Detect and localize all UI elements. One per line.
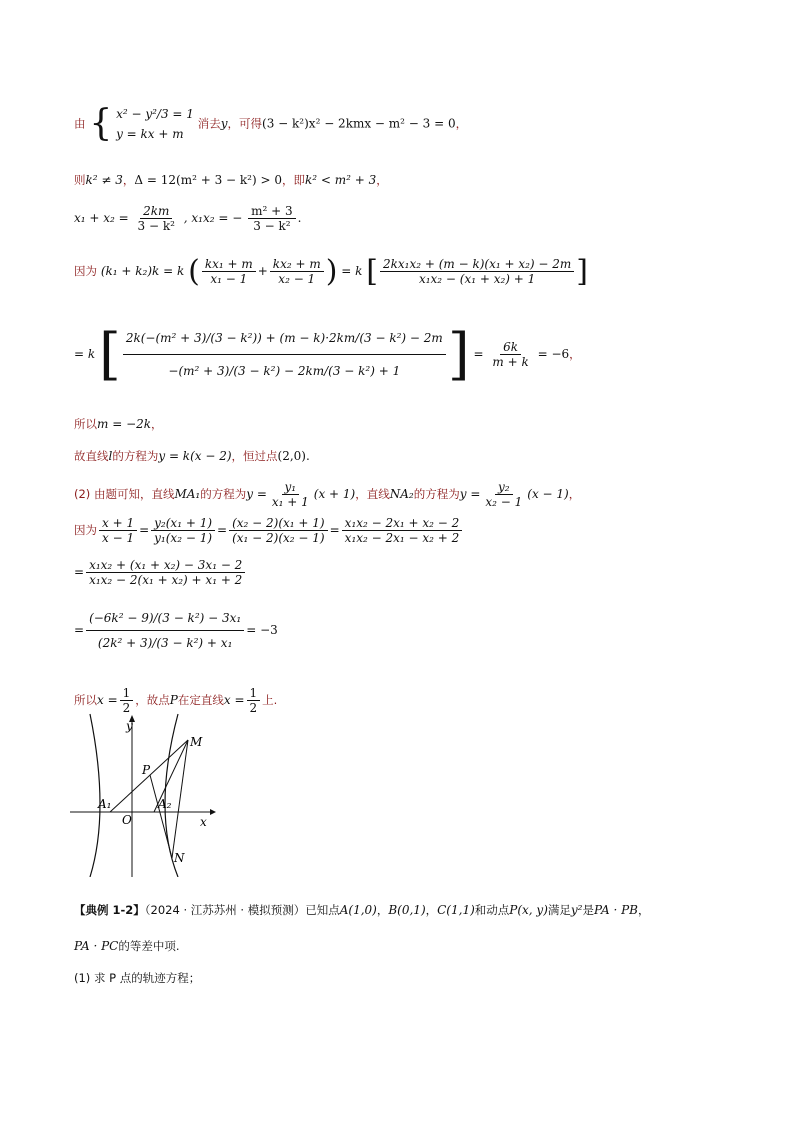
system-result: (3 − k²)x² − 2kmx − m² − 3 = 0 [262, 116, 456, 131]
ratio2-num: x₁x₂ + (x₁ + x₂) − 3x₁ − 2 [86, 558, 245, 573]
example-mid3: 是 [582, 903, 594, 917]
ratio-f2num: y₂(x₁ + 1) [151, 516, 215, 531]
x-axis-arrow [210, 809, 216, 815]
ratio3-den: (2k² + 3)/(3 − k²) + x₁ [97, 636, 233, 650]
q1-text: (1) 求 P 点的轨迹方程； [74, 971, 201, 985]
big-bottom: −(m² + 3)/(3 − k²) − 2km/(3 − k²) + 1 [168, 364, 401, 378]
example-sep1: ， [376, 903, 389, 917]
big-rhs: = −6 [537, 347, 570, 361]
vieta-lhs1: x₁ + x₂ = [74, 211, 129, 225]
conclusion-xeq2: x = [223, 693, 245, 707]
part2-line [74, 480, 580, 509]
example-tag: 【典例 1-2】 [74, 903, 145, 917]
example-line [74, 902, 649, 918]
ratio-f4den: x₁x₂ − 2x₁ − x₂ + 2 [344, 531, 460, 545]
so-math: m = −2k [97, 417, 152, 431]
ratio3-line [74, 606, 278, 655]
label-y: y [126, 719, 133, 733]
label-a2: A₂ [158, 797, 172, 811]
vieta-den2: 3 − k² [253, 219, 291, 233]
big-line [74, 322, 581, 387]
system-end: ， [455, 116, 468, 131]
delta-cond1: k² ≠ 3 [85, 173, 123, 187]
system-eq1: x² − y²/3 = 1 [116, 107, 194, 121]
system-equations [116, 104, 194, 144]
because-f2num: kx₂ + m [270, 257, 324, 272]
vieta-line [74, 204, 301, 233]
ratio-f4num: x₁x₂ − 2x₁ + x₂ − 2 [342, 516, 463, 531]
because-f3num: 2kx₁x₂ + (m − k)(x₁ + x₂) − 2m [380, 257, 574, 272]
because-lhs: (k₁ + k₂)k = k [100, 264, 185, 278]
linel-l: l [108, 449, 113, 463]
paren-open: ( [188, 254, 200, 289]
so-end: ， [151, 417, 163, 431]
delta-mid: ，即 [281, 173, 305, 187]
big-end: ， [569, 347, 581, 361]
ratio-f3den: (x₁ − 2)(x₂ − 1) [232, 531, 325, 545]
conclusion-frac1 [120, 686, 134, 715]
part2-ma: MA₁ [174, 487, 201, 501]
part2-frac2 [482, 480, 525, 509]
ratio-prefix: 因为 [74, 523, 97, 537]
part2-label: (2) 由题可知，直线 [74, 487, 175, 501]
ratio-f3num: (x₂ − 2)(x₁ + 1) [229, 516, 328, 531]
part2-mid: 的方程为 [200, 487, 247, 501]
delta-expr: Δ = 12(m² + 3 − k²) > 0 [134, 173, 282, 187]
bracket-close: ] [576, 254, 589, 289]
because-f3den: x₁x₂ − (x₁ + x₂) + 1 [418, 272, 536, 286]
part2-mid2: ，直线 [355, 487, 390, 501]
linel-mid: 的方程为 [112, 449, 159, 463]
big-eq: = [473, 347, 484, 361]
line-l [74, 448, 310, 464]
conclusion-end: 上. [262, 693, 278, 707]
vieta-lhs2: , x₁x₂ = − [183, 211, 243, 225]
ratio2-frac [86, 558, 245, 587]
big-rfrac [489, 340, 531, 369]
because-f1den: x₁ − 1 [210, 272, 248, 286]
example-dot1: PA · PB [593, 903, 638, 917]
delta-cond2: k² < m² + 3 [304, 173, 377, 187]
example-p: P(x, y) [509, 903, 548, 917]
example-mid2: 满足 [547, 903, 571, 917]
example-line2 [74, 938, 180, 954]
delta-prefix: 则 [74, 173, 86, 187]
because-f2den: x₂ − 1 [278, 272, 316, 286]
example-mid: 和动点 [474, 903, 510, 917]
ratio-f1den: x − 1 [102, 531, 135, 545]
because-frac2 [270, 257, 324, 286]
big-top: 2k(−(m² + 3)/(3 − k²)) + (m − k)·2km/(3 − k²) − 2m [123, 322, 446, 355]
ratio3-rhs: = −3 [246, 623, 278, 637]
part2-frac1 [269, 480, 312, 509]
ratio3-num: (−6k² − 9)/(3 − k²) − 3x₁ [86, 606, 244, 631]
ratio-f1num: x + 1 [99, 516, 137, 531]
vieta-frac2 [248, 204, 296, 233]
part2-na: NA₂ [389, 487, 414, 501]
system-line [74, 104, 467, 144]
part2-eq2a: y = [459, 487, 481, 501]
big-frac [123, 322, 446, 387]
because-eq: = k [341, 264, 363, 278]
part2-eq1den: x₁ + 1 [271, 495, 309, 509]
example-c: C(1,1) [437, 903, 475, 917]
delta-sep: ， [122, 173, 135, 187]
ratio-eq2: = [217, 523, 228, 537]
part2-eq1num: y₁ [282, 480, 300, 495]
because-frac1 [202, 257, 256, 286]
system-var: y [220, 116, 228, 131]
conclusion-mid2: 在定直线 [177, 693, 224, 707]
ratio-f2den: y₁(x₂ − 1) [154, 531, 213, 545]
example-end: 的等差中项. [118, 939, 180, 953]
linel-pt: (2,0) [277, 449, 306, 463]
ratio2-line [74, 558, 247, 587]
part2-eq2b: (x − 1) [527, 487, 569, 501]
conclusion-xeq: x = [97, 693, 118, 707]
paren-close: ) [325, 254, 338, 289]
big-rden: m + k [492, 355, 529, 369]
so-prefix: 所以 [74, 417, 97, 431]
label-x: x [200, 815, 207, 829]
because-line [74, 254, 588, 289]
ratio3-frac [86, 606, 244, 655]
conclusion-prefix: 所以 [74, 693, 97, 707]
example-b: B(0,1) [388, 903, 426, 917]
vieta-end: . [297, 211, 302, 225]
ratio2-eq: = [74, 565, 85, 579]
conclusion-den2: 2 [249, 701, 258, 715]
hyperbola-figure [70, 712, 220, 877]
system-prefix: 由 [74, 116, 86, 131]
label-n: N [174, 851, 185, 865]
label-o: O [122, 813, 132, 827]
system-tail: ，可得 [227, 116, 263, 131]
left-branch [90, 714, 100, 877]
part2-end: ， [568, 487, 581, 501]
big-lhs: = k [74, 347, 96, 361]
bracket-open: [ [366, 254, 378, 289]
conclusion-frac2 [247, 686, 261, 715]
linel-mid2: ，恒过点 [231, 449, 278, 463]
ratio3-eq: = [74, 623, 85, 637]
example-y2: y² [570, 903, 583, 917]
example-a: A(1,0) [339, 903, 377, 917]
line-p-n [150, 775, 172, 858]
conclusion-mid: ，故点 [135, 693, 170, 707]
ratio-frac1 [99, 516, 137, 545]
vieta-num2: m² + 3 [248, 204, 296, 219]
conclusion-den: 2 [122, 701, 131, 715]
linel-prefix: 故直线 [74, 449, 109, 463]
big-bracket-open: [ [98, 322, 121, 387]
example-sep2: ， [425, 903, 438, 917]
ratio-frac3 [229, 516, 328, 545]
part2-eq1a: y = [246, 487, 267, 501]
system-mid: 消去 [197, 116, 221, 131]
label-a1: A₁ [98, 797, 112, 811]
delta-line [74, 172, 388, 188]
big-rnum: 6k [500, 340, 521, 355]
system-eq2: y = kx + m [116, 127, 184, 141]
system-brace: { [89, 103, 113, 144]
vieta-frac1 [135, 204, 178, 233]
part2-eq2num: y₂ [495, 480, 513, 495]
because-prefix: 因为 [74, 264, 97, 278]
ratio-frac4 [342, 516, 463, 545]
ratio-frac2 [151, 516, 215, 545]
conclusion-num2: 1 [247, 686, 261, 701]
ratio2-den: x₁x₂ − 2(x₁ + x₂) + x₁ + 2 [89, 573, 243, 587]
vieta-num1: 2km [140, 204, 172, 219]
part2-eq1b: (x + 1) [313, 487, 356, 501]
example-sep3: ， [637, 903, 650, 917]
so-line [74, 416, 163, 432]
q1-line [74, 970, 200, 986]
because-plus: + [257, 264, 268, 278]
part2-mid3: 的方程为 [413, 487, 460, 501]
ratio-eq3: = [329, 523, 340, 537]
ratio-eq1: = [139, 523, 150, 537]
label-m: M [190, 735, 203, 749]
label-p: P [142, 763, 151, 777]
conclusion-num: 1 [120, 686, 134, 701]
part2-eq2den: x₂ − 1 [485, 495, 523, 509]
linel-eq: y = k(x − 2) [158, 449, 232, 463]
linel-end: . [305, 449, 310, 463]
because-frac3 [380, 257, 574, 286]
example-dot2: PA · PC [74, 939, 119, 953]
ratio-line [74, 516, 464, 545]
big-bracket-close: ] [447, 322, 470, 387]
vieta-den1: 3 − k² [137, 219, 175, 233]
conclusion-p: P [169, 693, 178, 707]
delta-end: ， [376, 173, 388, 187]
conclusion-line [74, 686, 277, 715]
example-source: （2024 · 江苏苏州 · 模拟预测）已知点 [144, 903, 340, 917]
because-f1num: kx₁ + m [202, 257, 256, 272]
